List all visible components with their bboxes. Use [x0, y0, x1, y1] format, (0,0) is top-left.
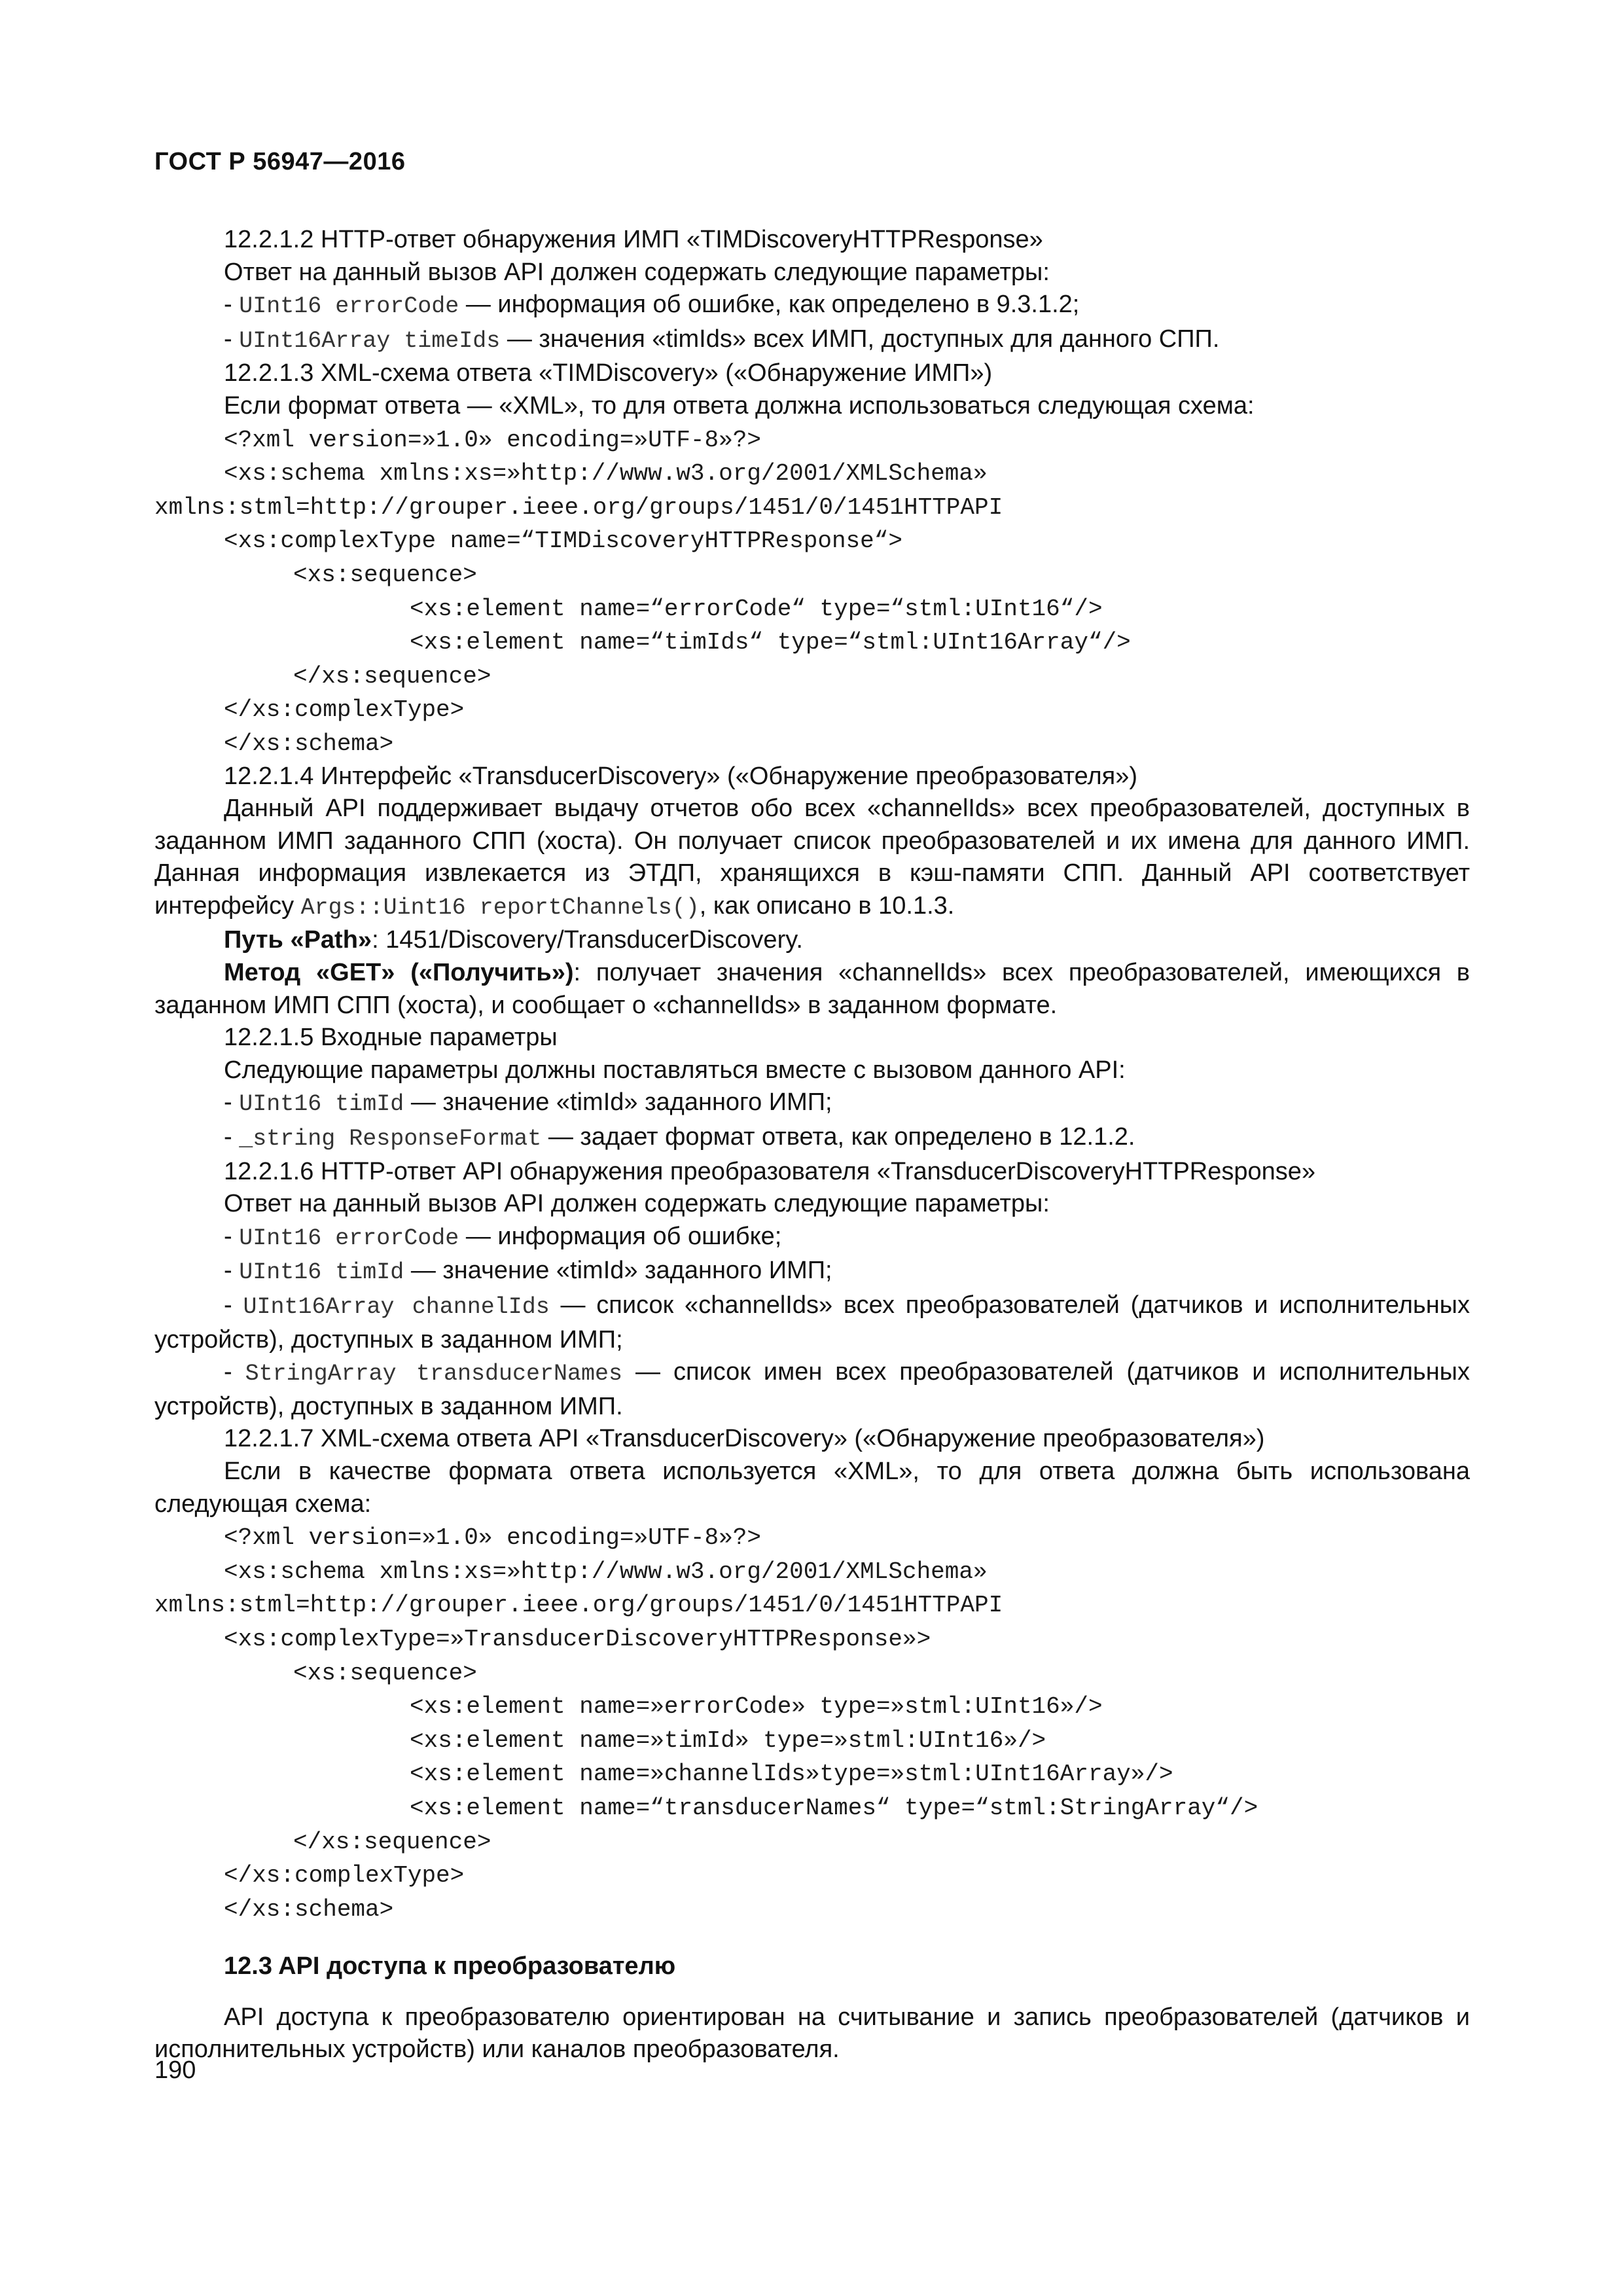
param-desc: — список имен всех преобразователей (датчиков и исполнительных устройств), доступных в заданном ИМП. — [154, 1358, 1470, 1420]
code-line: <xs:sequence> — [293, 561, 477, 588]
param-item: - UInt16 errorCode — информация об ошибке; — [224, 1222, 782, 1251]
code-line: <xs:element name=»errorCode» type=»stml:UInt16»/> — [410, 1693, 1103, 1721]
inline-code: Args::Uint16 reportChannels() — [300, 894, 700, 921]
param-item: - _string ResponseFormat — задает формат ответа, как определено в 12.1.2. — [224, 1123, 1135, 1153]
code-line: </xs:complexType> — [224, 696, 465, 724]
param-item: - StringArray transducerNames — список имен всех преобразователей (датчиков и исполнительных устройств), доступных в заданном ИМП. — [154, 1358, 1470, 1420]
code-line: </xs:sequence> — [293, 1828, 491, 1856]
param-code: UInt16 errorCode — [239, 1225, 459, 1251]
method-label: Метод «GET» («Получить») — [224, 959, 574, 987]
document-body — [154, 224, 1470, 2066]
code-line: xmlns:stml=http://grouper.ieee.org/groups/1451/0/1451HTTPAPI — [154, 1592, 1003, 1619]
code-line: <?xml version=»1.0» encoding=»UTF-8»?> — [224, 1524, 761, 1552]
param-desc: — задает формат ответа, как определено в 12.1.2. — [541, 1123, 1135, 1151]
method-paragraph — [154, 957, 1470, 1022]
param-item: - UInt16Array channelIds — список «channelIds» всех преобразователей (датчиков и исполнительных устройств), доступных в заданном ИМП; — [154, 1291, 1470, 1354]
code-line: xmlns:stml=http://grouper.ieee.org/groups/1451/0/1451HTTPAPI — [154, 493, 1003, 521]
heading-12-2-1-4: 12.2.1.4 Интерфейс «TransducerDiscovery» («Обнаружение преобразователя») — [224, 762, 1138, 790]
heading-12-2-1-6: 12.2.1.6 HTTP-ответ API обнаружения преобразователя «TransducerDiscoveryHTTPResponse» — [224, 1157, 1316, 1185]
code-line: </xs:sequence> — [293, 662, 491, 690]
code-line: </xs:schema> — [224, 1895, 394, 1923]
paragraph-transducer-discovery — [154, 793, 1470, 924]
param-code: UInt16Array timeIds — [239, 327, 501, 354]
code-line: </xs:schema> — [224, 730, 394, 757]
path-label: Путь «Path» — [224, 926, 372, 954]
param-code: UInt16 errorCode — [239, 293, 459, 320]
param-code: _string ResponseFormat — [239, 1126, 542, 1153]
path-paragraph — [154, 924, 1470, 957]
code-line: <xs:complexType name=“TIMDiscoveryHTTPResponse“> — [224, 528, 902, 555]
param-desc: — информация об ошибке; — [459, 1222, 782, 1250]
standard-header: ГОСТ Р 56947—2016 — [154, 148, 406, 175]
heading-12-2-1-5: 12.2.1.5 Входные параметры — [224, 1024, 558, 1052]
param-desc: — информация об ошибке, как определено в 9.3.1.2; — [459, 291, 1080, 319]
param-code: UInt16 timId — [239, 1259, 404, 1286]
param-item: - UInt16 timId — значение «timId» заданного ИМП; — [224, 1257, 832, 1286]
heading-12-2-1-2: 12.2.1.2 HTTP-ответ обнаружения ИМП «TIMDiscoveryHTTPResponse» — [224, 226, 1043, 253]
param-item: - UInt16Array timeIds — значения «timIds» всех ИМП, доступных для данного СПП. — [224, 325, 1220, 354]
page-number: 190 — [154, 2056, 196, 2084]
param-code: UInt16Array channelIds — [243, 1294, 550, 1320]
code-line: <xs:element name=»channelIds»type=»stml:UInt16Array»/> — [410, 1761, 1173, 1788]
param-desc: — значение «timId» заданного ИМП; — [404, 1088, 832, 1117]
paragraph-response-params: Ответ на данный вызов API должен содержать следующие параметры: — [224, 258, 1050, 286]
code-line: <xs:element name=“transducerNames“ type=“stml:StringArray“/> — [410, 1794, 1258, 1821]
paragraph-text: , как описано в 10.1.3. — [699, 891, 955, 920]
param-item: - UInt16 errorCode — информация об ошибке, как определено в 9.3.1.2; — [224, 291, 1080, 320]
param-desc: — список «channelIds» всех преобразователей (датчиков и исполнительных устройств), доступных в заданном ИМП; — [154, 1291, 1470, 1354]
code-line: <xs:schema xmlns:xs=»http://www.w3.org/2001/XMLSchema» — [224, 1558, 988, 1585]
paragraph-input-params: Следующие параметры должны поставляться вместе с вызовом данного API: — [224, 1056, 1126, 1084]
method-desc: : получает значения «channelIds» всех преобразователей, имеющихся в заданном ИМП СПП (хоста), и сообщает о «channelIds» в заданном формате. — [154, 959, 1470, 1019]
xml-schema-block-2 — [154, 1520, 1470, 1926]
param-desc: — значение «timId» заданного ИМП; — [404, 1257, 832, 1285]
heading-12-2-1-7: 12.2.1.7 XML-схема ответа API «TransducerDiscovery» («Обнаружение преобразователя») — [224, 1425, 1265, 1453]
param-code: StringArray transducerNames — [245, 1361, 623, 1388]
code-line: <?xml version=»1.0» encoding=»UTF-8»?> — [224, 426, 761, 454]
paragraph-response-params-2: Ответ на данный вызов API должен содержать следующие параметры: — [224, 1190, 1050, 1218]
heading-12-2-1-3: 12.2.1.3 XML-схема ответа «TIMDiscovery» («Обнаружение ИМП») — [224, 359, 993, 387]
code-line: <xs:schema xmlns:xs=»http://www.w3.org/2001/XMLSchema» — [224, 460, 988, 488]
paragraph-section-intro: API доступа к преобразователю ориентирован на считывание и запись преобразователей (датчиков и исполнительных устройств) или каналов преобразователя. — [154, 2003, 1470, 2064]
code-line: <xs:complexType=»TransducerDiscoveryHTTPResponse»> — [224, 1625, 931, 1653]
param-code: UInt16 timId — [239, 1091, 404, 1118]
code-line: <xs:sequence> — [293, 1659, 477, 1687]
param-item: - UInt16 timId — значение «timId» заданного ИМП; — [224, 1088, 832, 1118]
code-line: </xs:complexType> — [224, 1862, 465, 1890]
xml-schema-block-1 — [154, 423, 1470, 761]
code-line: <xs:element name=“errorCode“ type=“stml:UInt16“/> — [410, 595, 1103, 622]
code-line: <xs:element name=»timId» type=»stml:UInt16»/> — [410, 1727, 1046, 1754]
code-line: <xs:element name=“timIds“ type=“stml:UInt16Array“/> — [410, 629, 1131, 656]
paragraph-xml-intro: Если формат ответа — «XML», то для ответа должна использоваться следующая схема: — [224, 391, 1255, 420]
paragraph-text: Данный API поддерживает выдачу отчетов обо всех «channelIds» всех преобразователей, доступных в заданном ИМП заданного СПП (хоста). Он получает список преобразователей и их имена для данного ИМП. Данная информация извлекается из ЭТДП, хранящихся в кэш-памяти СПП. Данный API соответствует интерфейсу — [154, 795, 1470, 920]
paragraph-xml-intro-2: Если в качестве формата ответа используется «XML», то для ответа должна быть использована следующая схема: — [154, 1457, 1470, 1518]
section-heading-12-3: 12.3 API доступа к преобразователю — [224, 1952, 676, 1981]
path-value: : 1451/Discovery/TransducerDiscovery. — [372, 926, 803, 954]
param-desc: — значения «timIds» всех ИМП, доступных для данного СПП. — [500, 325, 1220, 353]
